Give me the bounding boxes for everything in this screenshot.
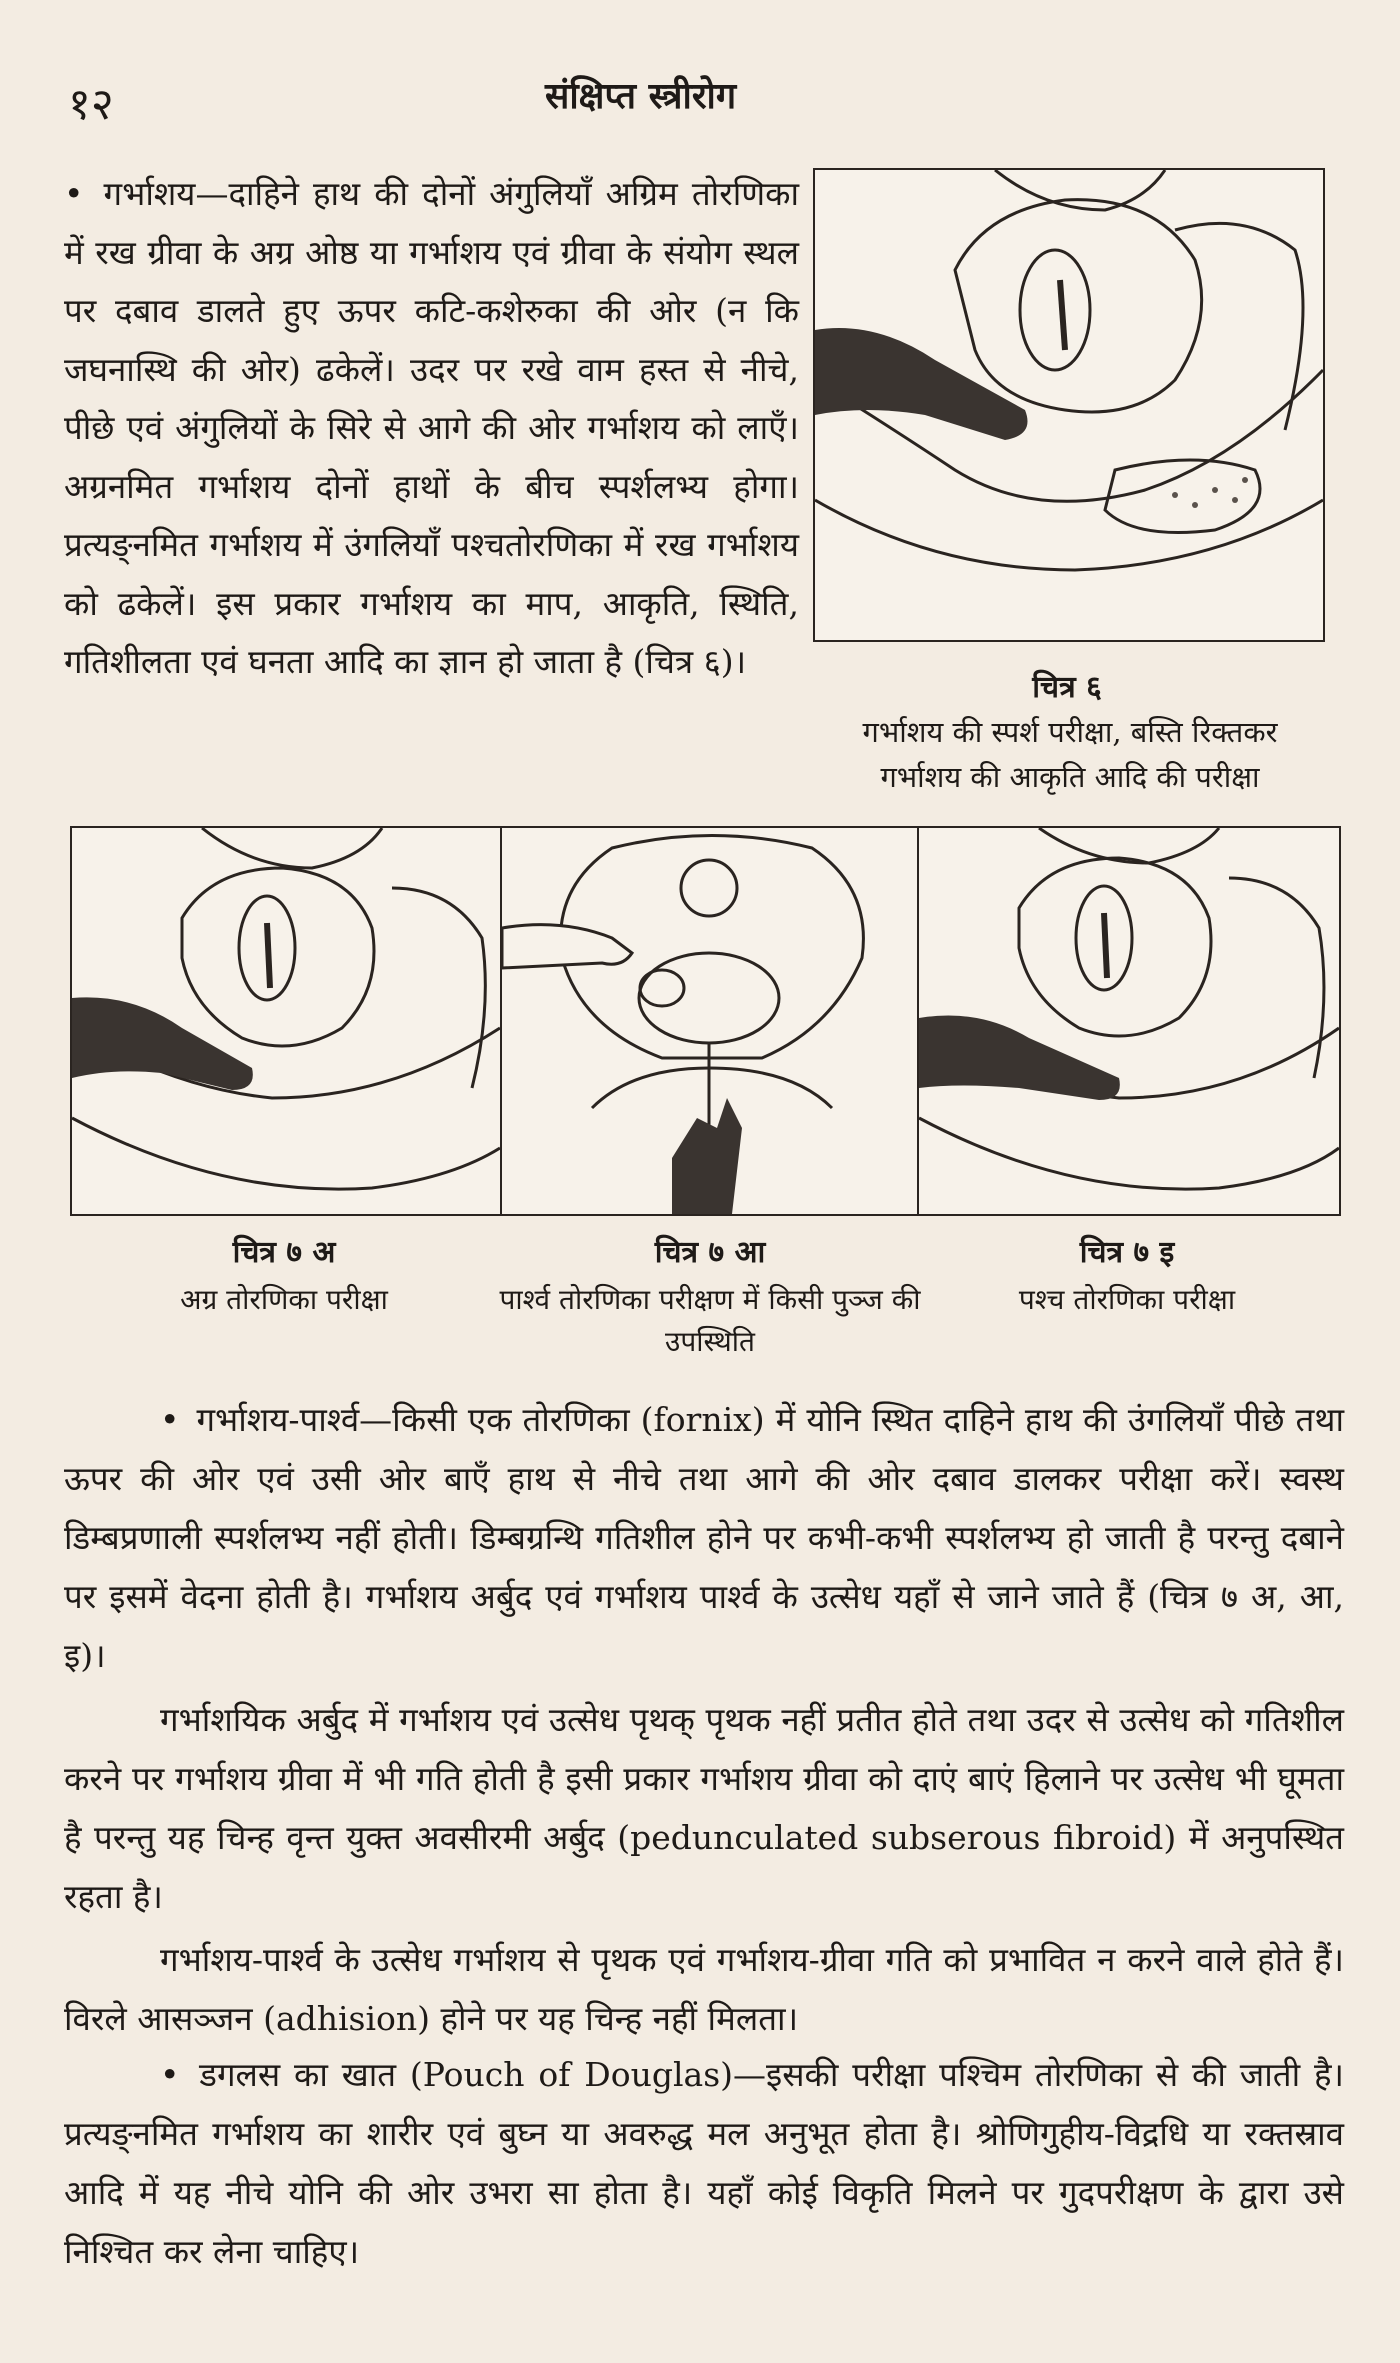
figure-6-title: चित्र ६ xyxy=(1032,670,1102,705)
figure-7c-text: पश्च तोरणिका परीक्षा xyxy=(1018,1283,1236,1316)
paragraph-adnexa xyxy=(64,1390,1344,1685)
figure-7a-text: अग्र तोरणिका परीक्षा xyxy=(180,1283,388,1316)
figure-6-caption-line-2: गर्भाशय की आकृति आदि की परीक्षा xyxy=(880,760,1260,794)
anterior-fornix-drawing xyxy=(72,828,500,1214)
figure-7a-illustration xyxy=(70,826,502,1216)
bullet: • xyxy=(160,2055,180,2094)
figure-7b-caption xyxy=(490,1230,930,1363)
figure-6-illustration xyxy=(813,168,1325,642)
paragraph-uterus xyxy=(64,165,799,692)
figure-7c-illustration xyxy=(917,826,1341,1216)
lateral-fornix-drawing xyxy=(502,828,917,1214)
figure-7b-illustration xyxy=(500,826,919,1216)
figure-7b-title: चित्र ७ आ xyxy=(654,1235,766,1270)
figure-7a-title: चित्र ७ अ xyxy=(232,1235,336,1270)
posterior-fornix-drawing xyxy=(919,828,1339,1214)
page-number: १२ xyxy=(68,79,114,130)
paragraph-text: गर्भाशय-पार्श्व—किसी एक तोरणिका (fornix) में योनि स्थित दाहिने हाथ की उंगलियाँ पीछे तथा ऊपर की ओर एवं उसी ओर बाएँ हाथ से नीचे तथा आगे की ओर दबाव डालकर परीक्षा करें। स्वस्थ डिम्बप्रणाली स्पर्शलभ्य नहीं होती। डिम्बग्रन्थि गतिशील होने पर कभी-कभी स्पर्शलभ्य हो जाती है परन्तु दबाने पर इसमें वेदना होती है। गर्भाशय अर्बुद एवं गर्भाशय पार्श्व के उत्सेध यहाँ से जाने जाते हैं (चित्र ७ अ, आ, इ)। xyxy=(64,1400,1344,1675)
figure-6-caption xyxy=(800,710,1340,800)
bullet: • xyxy=(64,174,84,213)
figure-7c-title: चित्र ७ इ xyxy=(1079,1235,1175,1270)
pelvic-exam-drawing xyxy=(815,170,1323,640)
paragraph-text: गर्भाशय—दाहिने हाथ की दोनों अंगुलियाँ अग्रिम तोरणिका में रख ग्रीवा के अग्र ओष्ठ या गर्भाशय एवं ग्रीवा के संयोग स्थल पर दबाव डालते हुए ऊपर कटि-कशेरुका की ओर (न कि जघनास्थि की ओर) ढकेलें। उदर पर रखे वाम हस्त से नीचे, पीछे एवं अंगुलियों के सिरे से आगे की ओर गर्भाशय को लाएँ। अग्रनमित गर्भाशय दोनों हाथों के बीच स्पर्शलभ्य होगा। प्रत्यङ्नमित गर्भाशय में उंगलियाँ पश्चतोरणिका में रख गर्भाशय को ढकेलें। इस प्रकार गर्भाशय का माप, आकृति, स्थिति, गतिशीलता एवं घनता आदि का ज्ञान हो जाता है (चित्र ६)। xyxy=(64,174,799,681)
figure-7c-caption xyxy=(917,1230,1337,1321)
bullet: • xyxy=(160,1400,180,1439)
paragraph-uterine-tumor: गर्भाशयिक अर्बुद में गर्भाशय एवं उत्सेध पृथक् पृथक नहीं प्रतीत होते तथा उदर से उत्सेध को गतिशील करने पर गर्भाशय ग्रीवा में भी गति होती है इसी प्रकार गर्भाशय ग्रीवा को दाएं बाएं हिलाने पर उत्सेध भी घूमता है परन्तु यह चिन्ह वृन्त युक्त अवसीरमी अर्बुद (pedunculated subserous fibroid) में अनुपस्थित रहता है। xyxy=(64,1700,1344,1916)
paragraph-adnexal-swelling: गर्भाशय-पार्श्व के उत्सेध गर्भाशय से पृथक एवं गर्भाशय-ग्रीवा गति को प्रभावित न करने वाले होते हैं। विरले आसञ्जन (adhision) होने पर यह चिन्ह नहीं मिलता। xyxy=(64,1940,1344,2038)
figure-7b-text: पार्श्व तोरणिका परीक्षण में किसी पुञ्ज की उपस्थिति xyxy=(499,1283,921,1358)
paragraph-text: डगलस का खात (Pouch of Douglas)—इसकी परीक्षा पश्चिम तोरणिका से की जाती है। प्रत्यङ्नमित गर्भाशय का शारीर एवं बुघ्न या अवरुद्ध मल अनुभूत होता है। श्रोणिगुहीय-विद्रधि या रक्तस्राव आदि में यह नीचे योनि की ओर उभरा सा होता है। यहाँ कोई विकृति मिलने पर गुदपरीक्षण के द्वारा उसे निश्चित कर लेना चाहिए। xyxy=(64,2055,1344,2271)
figure-6-caption-line-1: गर्भाशय की स्पर्श परीक्षा, बस्ति रिक्तकर xyxy=(862,715,1278,749)
running-title: संक्षिप्त स्त्रीरोग xyxy=(545,75,737,117)
figure-7a-caption xyxy=(70,1230,498,1321)
paragraph-pouch-of-douglas xyxy=(64,2045,1344,2281)
